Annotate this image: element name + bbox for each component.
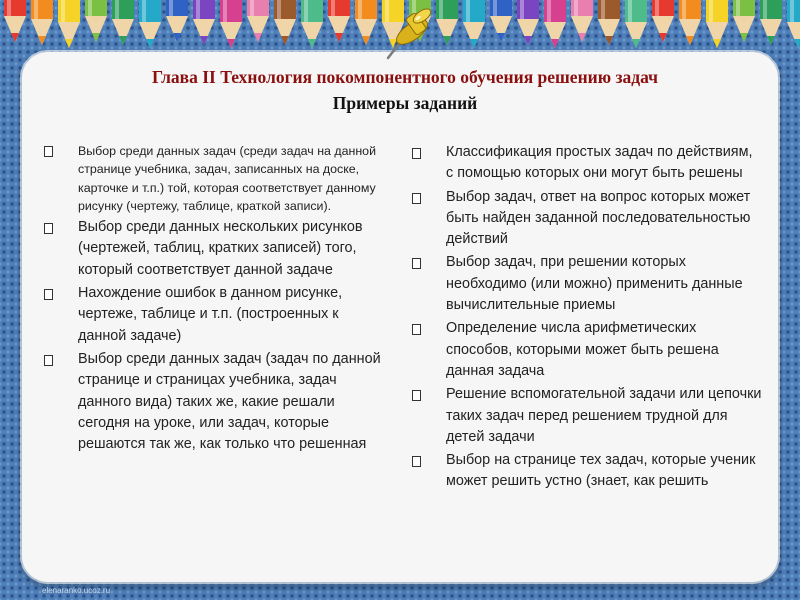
pencil-icon: [193, 0, 215, 45]
pencil-icon: [166, 0, 188, 42]
pencil-icon: [706, 0, 728, 48]
footer-watermark: elenaranko.ucoz.ru: [42, 586, 111, 595]
pencil-icon: [58, 0, 80, 48]
push-pin-icon: [382, 6, 438, 62]
slide-title: Глава II Технология покомпонентного обучения решению задач: [151, 67, 659, 87]
pencil-icon: [247, 0, 269, 42]
checkbox-bullet-icon: [412, 193, 421, 204]
pencil-icon: [733, 0, 755, 42]
pencil-icon: [4, 0, 26, 42]
list-item: Классификация простых задач по действиям, с помощью которых они могут быть решены: [412, 142, 762, 185]
pencil-icon: [760, 0, 782, 45]
list-item: Решение вспомогательной задачи или цепочки таких задач перед решением трудной для детей задачи: [412, 384, 762, 448]
checkbox-bullet-icon: [44, 223, 53, 234]
pencil-icon: [679, 0, 701, 45]
list-item: Выбор среди данных нескольких рисунков (чертежей, таблиц, кратких записей) того, который соответствует данной задаче: [44, 217, 390, 281]
checkbox-bullet-icon: [412, 390, 421, 401]
pencil-icon: [274, 0, 296, 45]
pencil-icon: [625, 0, 647, 48]
pencil-icon: [355, 0, 377, 45]
right-task-list: [412, 142, 762, 495]
checkbox-bullet-icon: [412, 148, 421, 159]
list-item: Выбор среди данных задач (среди задач на данной странице учебника, задач, записанных на доске, карточке и т.п.) той, которая соответствует данному рисунку (чертежу, таблице, краткой записи).: [44, 142, 390, 215]
list-item: Выбор задач, при решении которых необходимо (или можно) применить данные вычислительные приемы: [412, 252, 762, 316]
list-item: Определение числа арифметических способов, которыми может быть решена данная задача: [412, 318, 762, 382]
checkbox-bullet-icon: [412, 324, 421, 335]
checkbox-bullet-icon: [412, 456, 421, 467]
pencil-icon: [31, 0, 53, 45]
checkbox-bullet-icon: [44, 146, 53, 157]
slide-subtitle: Примеры заданий: [332, 93, 478, 113]
list-item: Нахождение ошибок в данном рисунке, чертеже, таблице и т.п. (построенных к данной задаче): [44, 283, 390, 347]
pencil-icon: [490, 0, 512, 42]
pencil-icon: [112, 0, 134, 45]
pencil-icon: [220, 0, 242, 48]
checkbox-bullet-icon: [412, 258, 421, 269]
pencil-icon: [139, 0, 161, 48]
pencil-icon: [787, 0, 800, 48]
list-item: Выбор задач, ответ на вопрос которых может быть найден заданной последовательностью действий: [412, 187, 762, 251]
pencil-icon: [517, 0, 539, 45]
pencil-icon: [463, 0, 485, 48]
pencil-icon: [85, 0, 107, 42]
checkbox-bullet-icon: [44, 355, 53, 366]
pencil-icon: [436, 0, 458, 45]
checkbox-bullet-icon: [44, 289, 53, 300]
pencil-icon: [544, 0, 566, 48]
list-item: Выбор на странице тех задач, которые ученик может решить устно (знает, как решить: [412, 450, 762, 493]
pencil-icon: [598, 0, 620, 45]
pencil-icon: [328, 0, 350, 42]
left-task-list: [44, 142, 390, 457]
pencil-icon: [301, 0, 323, 48]
pencil-icon: [652, 0, 674, 42]
list-item: Выбор среди данных задач (задач по данной странице и страницах учебника, задач данного вида) таких же, какие решали сегодня на уроке, или задач, которые решаются так же, как только что решенная: [44, 349, 390, 455]
pencil-icon: [571, 0, 593, 42]
